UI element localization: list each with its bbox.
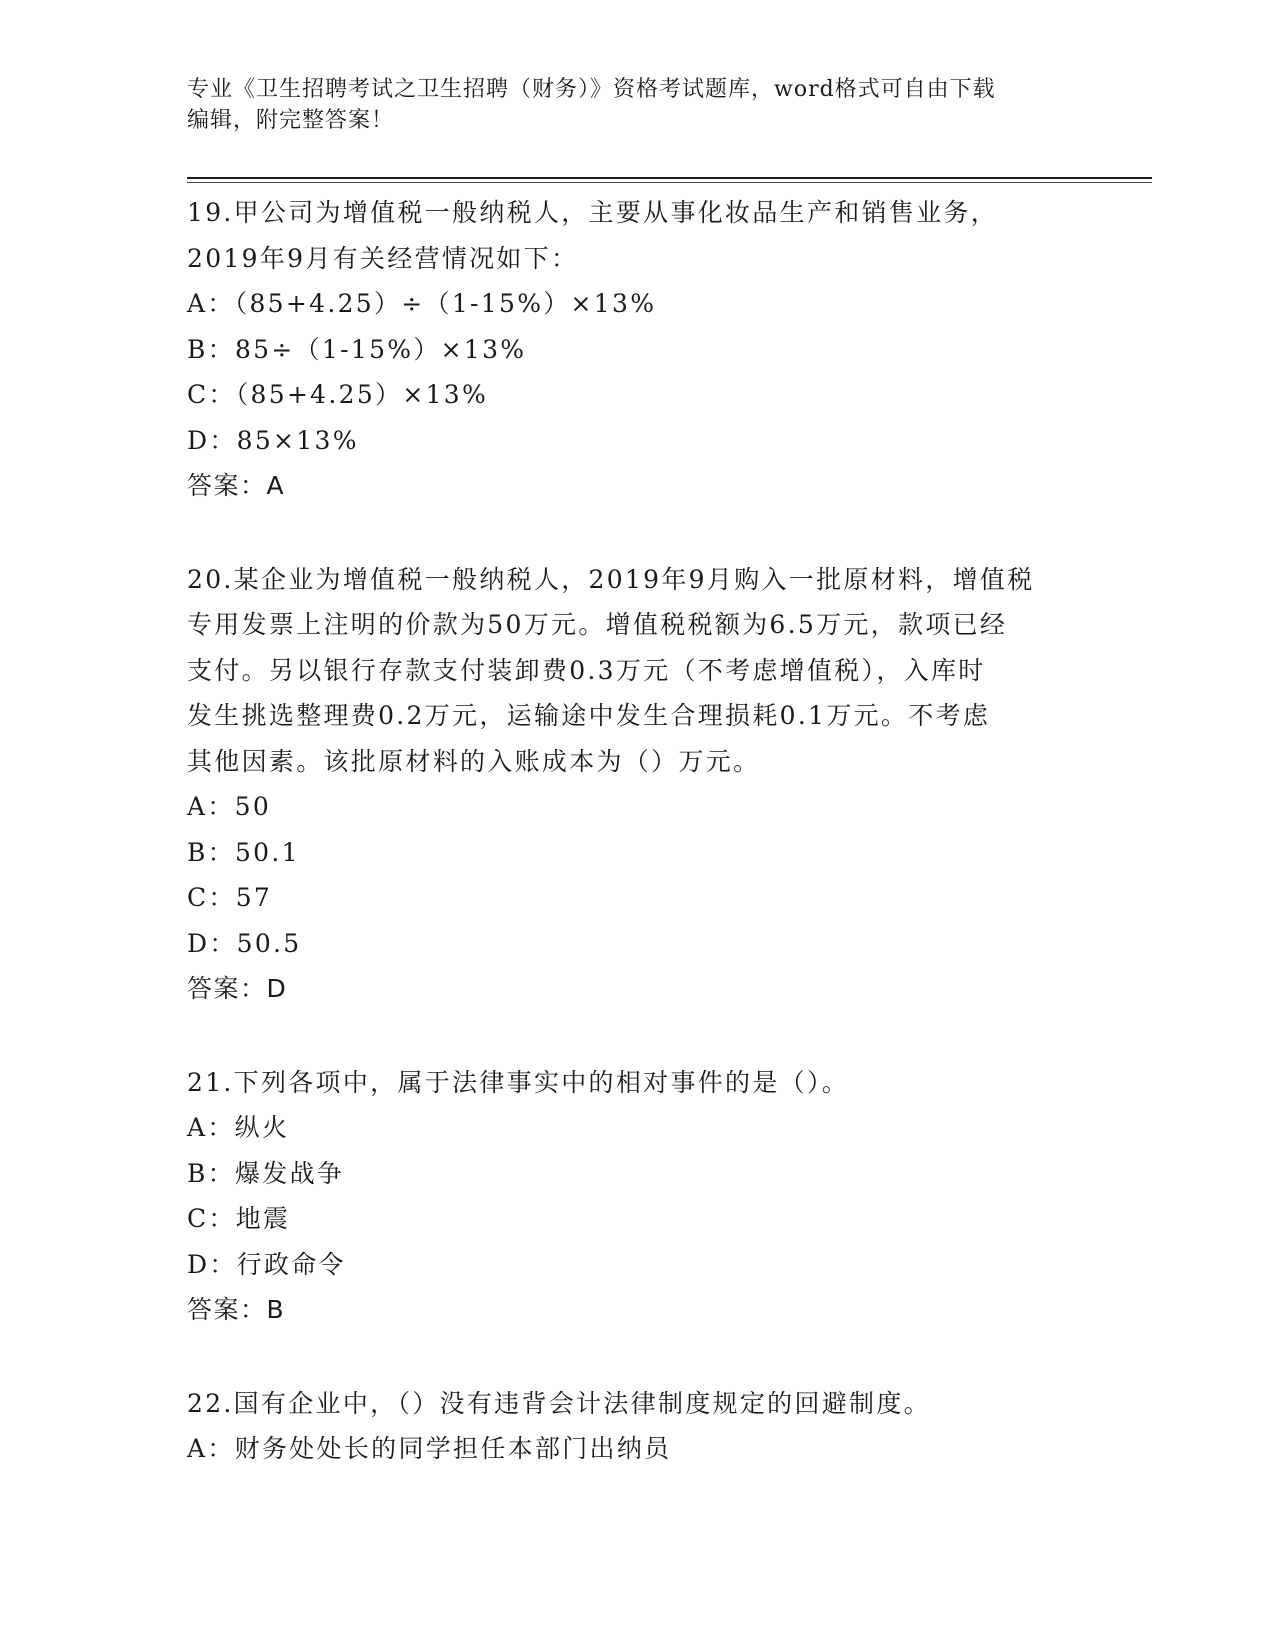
answer-option: C：（85+4.25）×13% [187,380,489,409]
question-block [187,190,1087,509]
answer-key: 答案：D [187,974,288,1003]
header-line-1: 专业《卫生招聘考试之卫生招聘（财务）》资格考试题库，word格式可自由下载 [187,77,996,102]
answer-option: A：（85+4.25）÷（1-15%）×13% [187,289,657,318]
answer-option: D：50.5 [187,928,302,958]
header-divider-thin [187,182,1152,183]
answer-option: C：57 [187,883,273,912]
document-header [187,74,1067,136]
answer-option: A：财务处处长的同学担任本部门出纳员 [187,1434,672,1463]
question-stem-line: 19.甲公司为增值税一般纳税人，主要从事化妆品生产和销售业务， [187,198,999,227]
question-stem-line: 专用发票上注明的价款为50万元。增值税税额为6.5万元，款项已经 [187,610,1008,639]
answer-option: B：爆发战争 [187,1158,345,1188]
question-stem-line: 22.国有企业中，（）没有违背会计法律制度规定的回避制度。 [187,1388,931,1418]
answer-option: A：50 [187,792,272,821]
question-stem-line: 2019年9月有关经营情况如下： [187,243,579,273]
question-block [187,1060,1087,1333]
question-stem-line: 支付。另以银行存款支付装卸费0.3万元（不考虑增值税），入库时 [187,655,986,685]
answer-option: B：85÷（1-15%）×13% [187,334,527,364]
question-stem-line: 其他因素。该批原材料的入账成本为（）万元。 [187,746,761,776]
question-block [187,557,1087,1012]
answer-option: D：行政命令 [187,1249,346,1279]
question-stem-line: 发生挑选整理费0.2万元，运输途中发生合理损耗0.1万元。不考虑 [187,701,991,730]
answer-key: 答案：A [187,471,286,500]
question-list [187,190,1087,1520]
answer-option: D：85×13% [187,425,359,455]
header-line-2: 编辑，附完整答案！ [187,108,395,133]
header-divider-thick [187,177,1152,179]
answer-option: C：地震 [187,1204,291,1233]
answer-key: 答案：B [187,1295,286,1324]
answer-option: B：50.1 [187,837,300,867]
answer-option: A：纵火 [187,1113,290,1142]
question-stem-line: 20.某企业为增值税一般纳税人，2019年9月购入一批原材料，增值税 [187,564,1035,594]
question-block [187,1381,1087,1472]
question-stem-line: 21.下列各项中，属于法律事实中的相对事件的是（）。 [187,1067,850,1097]
